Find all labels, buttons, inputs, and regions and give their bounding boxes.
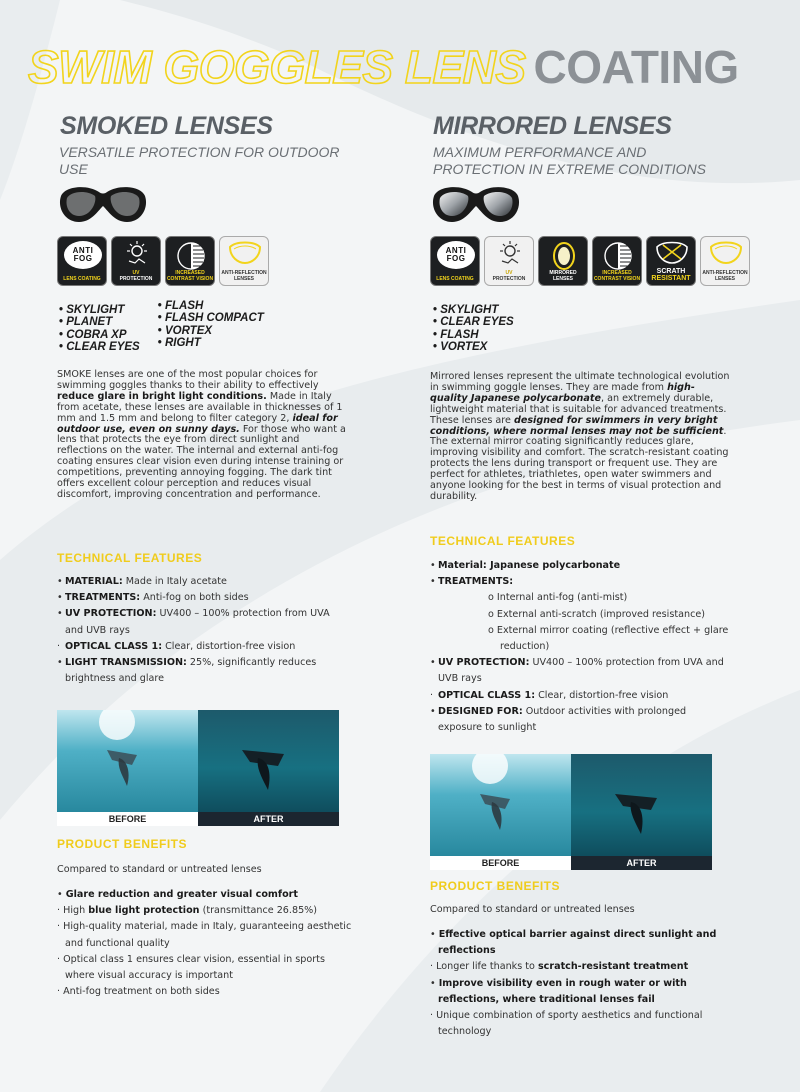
feature-value: UV400 – 100% protection from UVA and UVB rays [438,657,724,685]
icon-label: LENS COATING [436,275,474,282]
list-item: · Anti-fog treatment on both sides [57,986,220,998]
list-item: · Longer life thanks to scratch-resistant treatment [430,961,689,973]
section-heading: MIRRORED LENSES [433,112,672,140]
benefit-text: Unique combination of sporty aesthetics and functional technology [436,1010,703,1038]
desc-bold-italic: designed for swimmers in very bright conditions, where normal lenses may not be sufficient [430,414,724,437]
compatible-models [59,300,264,354]
description [430,372,730,503]
list-item: • SKYLIGHT [433,304,514,316]
benefits-lead: Compared to standard or untreated lenses [57,864,262,875]
product-benefits-title: PRODUCT BENEFITS [57,837,188,851]
feature-value: Anti-fog on both sides [140,592,249,604]
icon-label-2: RESISTANT [651,275,691,282]
feature-key: OPTICAL CLASS 1: [65,640,163,652]
benefit-text: Anti-fog treatment on both sides [63,986,220,998]
icon-label: SCRATH [656,268,686,275]
desc-text: Made in Italy from acetate, these lenses are available in thicknesses of 1 mm and 1.5 mm and belong to filter category 2, [57,390,343,424]
list-item: · High-quality material, made in Italy, guaranteeing aesthetic and functional quality [57,921,352,949]
before-photo [430,754,571,870]
benefit-text: Optical class 1 ensures clear vision, essential in sports where visual accuracy is important [63,953,325,982]
technical-features-title: TECHNICAL FEATURES [430,534,576,548]
icon-label: UV [505,270,513,276]
list-item: • CLEAR EYES [433,316,514,328]
anti-fog-bottom: FOG [446,254,466,263]
anti-reflection-icon [219,236,269,286]
product-benefits-title: PRODUCT BENEFITS [430,879,561,893]
desc-text: SMOKE lenses are one of the most popular choices for swimming goggles thanks to their ability to effectively [57,369,319,391]
mirrored-goggle-image [430,182,522,230]
mirrored-lens-icon [538,236,588,286]
feature-key: OPTICAL CLASS 1: [438,689,536,701]
uv-protection-icon [111,236,161,286]
icon-label: ANTI-REFLECTION LENSES [702,270,748,282]
icon-label: INCREASED CONTRAST VISION [593,270,641,282]
feature-key: LIGHT TRANSMISSION: [65,657,187,669]
technical-features-list [57,574,349,687]
after-label: AFTER [198,812,339,826]
feature-value: Made in Italy acetate [122,576,227,587]
list-item: • UV PROTECTION: UV400 – 100% protection from UVA and UVB rays [57,608,330,636]
anti-fog-top: ANTI [72,246,94,255]
title-rest: COATING [533,41,739,93]
benefits-lead: Compared to standard or untreated lenses [430,904,635,915]
feature-key: TREATMENTS: [65,592,141,604]
after-label: AFTER [571,856,712,870]
feature-key: UV PROTECTION: [65,608,157,620]
feature-value: Outdoor activities with prolonged exposure to sunlight [438,705,687,734]
feature-icons [430,236,750,286]
list-item: • RIGHT [158,337,264,349]
benefits-list [57,887,357,1000]
technical-features-title: TECHNICAL FEATURES [57,551,203,565]
list-item: • MATERIAL: Made in Italy acetate [57,576,227,587]
benefit-text: Longer life thanks to [436,961,538,973]
list-item: • DESIGNED FOR: Outdoor activities with prolonged exposure to sunlight [430,705,687,734]
title-highlight: SWIM GOGGLES LENS [28,41,526,93]
before-label: BEFORE [430,856,571,870]
feature-key: Material: Japanese polycarbonate [438,560,621,571]
contrast-icon [592,236,642,286]
section-subtitle: MAXIMUM PERFORMANCE AND PROTECTION IN EXTREME CONDITIONS [433,144,707,177]
list-item: • Improve visibility even in rough water or with reflections, where traditional lenses fail [430,977,687,1005]
list-item: · OPTICAL CLASS 1: Clear, distortion-free vision [57,640,296,652]
list-item: • Glare reduction and greater visual comfort [57,889,298,900]
list-item: • CLEAR EYES [59,341,140,353]
icon-label: INCREASED CONTRAST VISION [166,270,214,282]
benefit-text: High [63,905,89,917]
after-photo [198,710,339,826]
list-item: o External mirror coating (reflective effect + glare reduction) [488,624,729,653]
desc-text: , an extremely durable, lightweight material that is suitable for advanced treatments. These lenses are [430,392,727,426]
feature-key: DESIGNED FOR: [438,705,523,717]
list-item: • VORTEX [158,325,264,337]
before-after-photo [430,754,712,870]
anti-fog-bottom: FOG [73,254,93,263]
list-item: o External anti-scratch (improved resistance) [488,608,705,620]
icon-label: ANTI-REFLECTION LENSES [221,270,267,282]
desc-bold: reduce glare in bright light conditions. [57,390,267,402]
benefit-bold: Effective optical barrier against direct sunlight and reflections [438,929,717,957]
feature-key: UV PROTECTION: [438,657,530,669]
list-item: · Optical class 1 ensures clear vision, essential in sports where visual accuracy is important [57,953,325,982]
anti-fog-icon [430,236,480,286]
desc-text: Mirrored lenses represent the ultimate technological evolution in swimming goggle lenses. They are made from [430,371,730,393]
icon-label: MIRRORED LENSES [549,270,577,282]
desc-bold-italic: high-quality Japanese polycarbonate [430,381,695,404]
anti-fog-icon [57,236,107,286]
feature-value: UV400 – 100% protection from UVA and UVB rays [65,608,330,636]
list-item: • TREATMENTS: [430,576,514,588]
list-item: • FLASH COMPACT [158,312,264,324]
desc-bold-italic: ideal for outdoor use, even on sunny days. [57,412,338,435]
list-item: · OPTICAL CLASS 1: Clear, distortion-free vision [430,689,669,701]
icon-label-2: PROTECTION [492,275,526,282]
list-item: • UV PROTECTION: UV400 – 100% protection from UVA and UVB rays [430,657,724,685]
description [57,370,349,501]
after-photo [571,754,712,870]
list-item: • COBRA XP [59,329,140,341]
models-list-1 [59,304,140,354]
list-item: • Effective optical barrier against direct sunlight and reflections [430,929,717,957]
feature-key: MATERIAL: [65,576,123,587]
anti-fog-top: ANTI [445,246,467,255]
list-item: · High blue light protection (transmittance 26.85%) [57,905,318,917]
models-list-2 [158,300,264,354]
list-item: o Internal anti-fog (anti-mist) [488,592,628,604]
scratch-resistant-icon [646,236,696,286]
models-list [433,304,514,354]
benefit-bold: scratch-resistant treatment [537,961,689,973]
section-heading: SMOKED LENSES [60,112,273,140]
feature-key: TREATMENTS: [438,576,514,588]
benefit-text: (transmittance 26.85%) [199,905,318,917]
feature-value: 25%, significantly reduces brightness and glare [65,657,317,685]
compatible-models [433,304,514,354]
before-photo [57,710,198,826]
benefit-bold: Glare reduction and greater visual comfort [65,889,298,900]
technical-features-list [430,558,730,736]
smoked-goggle-image [57,182,149,230]
anti-reflection-icon [700,236,750,286]
list-item: • VORTEX [433,341,514,353]
list-item: • Material: Japanese polycarbonate [430,560,621,571]
icon-label-2: PROTECTION [119,275,153,282]
list-item: • TREATMENTS: Anti-fog on both sides [57,592,249,604]
benefits-list [430,927,730,1040]
feature-value: Clear, distortion-free vision [535,689,669,701]
smoked-lenses-column [57,0,427,1092]
list-item: • FLASH [158,300,264,312]
section-subtitle: VERSATILE PROTECTION FOR OUTDOOR USE [59,144,340,177]
feature-icons [57,236,269,286]
uv-protection-icon [484,236,534,286]
list-item: • PLANET [59,316,140,328]
mirrored-lenses-column [430,0,800,1092]
desc-text: . The external mirror coating significantly reduces glare, improving visibility and comfort. The scratch-resistant coating protects the lens during transport or frequent use. They are perfect for athletes, triathletes, open water swimmers and anyone looking for the best in terms of visual protection and durability. [430,425,729,502]
benefit-bold: blue light protection [88,905,200,917]
list-item: • SKYLIGHT [59,304,140,316]
benefit-text: High-quality material, made in Italy, guaranteeing aesthetic and functional quality [63,921,352,949]
benefit-bold: Improve visibility even in rough water or with reflections, where traditional lenses fail [438,977,687,1005]
icon-label: UV [132,270,140,276]
icon-label: LENS COATING [63,275,101,282]
desc-text: For those who want a lens that protects the eye from direct sunlight and reflections on the water. The internal and external anti-fog coating ensures clear vision even during intense training or competitions, preventing annoying fogging. The dark tint offers excellent colour perception and reduces visual discomfort, improving concentration and performance. [57,423,346,500]
list-item: • LIGHT TRANSMISSION: 25%, significantly reduces brightness and glare [57,657,317,685]
contrast-icon [165,236,215,286]
feature-value: Clear, distortion-free vision [162,640,296,652]
before-label: BEFORE [57,812,198,826]
list-item: · Unique combination of sporty aesthetics and functional technology [430,1010,703,1038]
before-after-photo [57,710,339,826]
list-item: • FLASH [433,329,514,341]
